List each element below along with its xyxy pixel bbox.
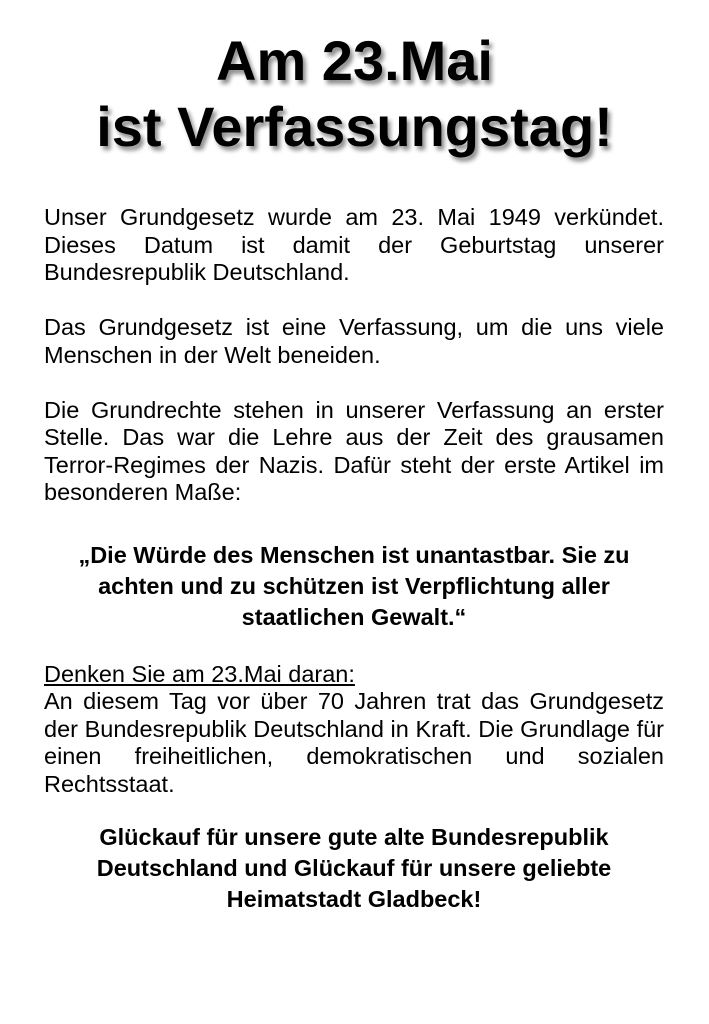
closing-line-1: Glückauf für unsere gute alte Bundesrepublik bbox=[99, 824, 609, 850]
reminder-section bbox=[44, 661, 664, 799]
paragraph-grundrechte: Die Grundrechte stehen in unserer Verfassung an erster Stelle. Das war die Lehre aus der Zeit des grausamen Terror-Regimes der Nazis. Dafür steht der erste Artikel im besonderen Maße: bbox=[44, 396, 664, 505]
page-title bbox=[0, 28, 709, 160]
title-line-2: ist Verfassungstag! bbox=[96, 95, 613, 158]
closing-line-3: Heimatstadt Gladbeck! bbox=[226, 886, 482, 912]
paragraph-grundgesetz-date: Unser Grundgesetz wurde am 23. Mai 1949 verkündet. Dieses Datum ist damit der Geburtstag unserer Bundesrepublik Deutschland. bbox=[44, 204, 664, 285]
title-line-1: Am 23.Mai bbox=[216, 29, 493, 92]
article-one-quote bbox=[44, 534, 664, 633]
paragraph-verfassung: Das Grundgesetz ist eine Verfassung, um die uns viele Menschen in der Welt beneiden. bbox=[44, 314, 664, 368]
quote-line-3: staatlichen Gewalt.“ bbox=[241, 604, 467, 630]
body-text bbox=[44, 204, 664, 915]
closing-line-2: Deutschland und Glückauf für unsere geliebte bbox=[96, 855, 612, 881]
quote-line-2: achten und zu schützen ist Verpflichtung aller bbox=[98, 573, 610, 599]
quote-line-1: „Die Würde des Menschen ist unantastbar. Sie zu bbox=[78, 542, 630, 568]
reminder-text: An diesem Tag vor über 70 Jahren trat das Grundgesetz der Bundesrepublik Deutschland in Kraft. Die Grundlage für einen freiheitlichen, demokratischen und sozialen Rechtsstaat. bbox=[44, 688, 664, 797]
closing-statement bbox=[44, 822, 664, 915]
reminder-heading: Denken Sie am 23.Mai daran: bbox=[44, 660, 355, 687]
